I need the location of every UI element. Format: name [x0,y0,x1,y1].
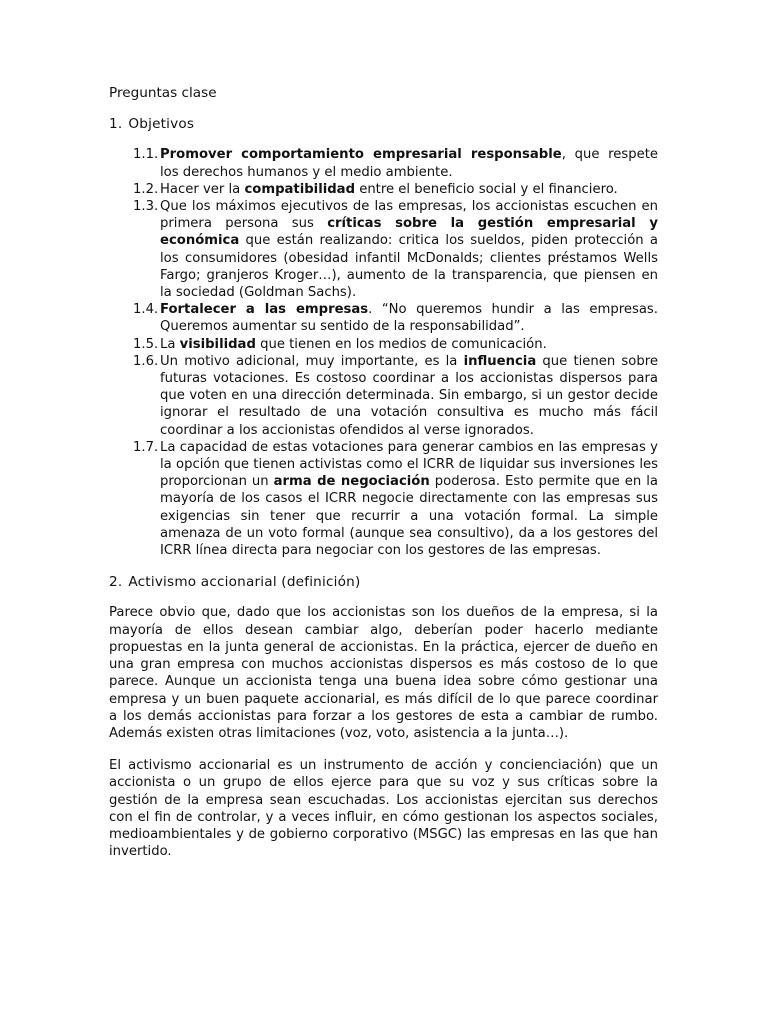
item-text: que tienen sobre futuras votaciones. Es costoso coordinar a los accionistas dispersos para que voten en una dirección determinada. Sin embargo, si un gestor decide ignorar el resultado de una votación consultiva es mucho más fácil coordinar a los accionistas ofendidos al verse ignorados. [160,353,658,438]
item-bold-text: Promover comportamiento empresarial responsable [160,147,562,163]
item-text: poderosa. Esto permite que en la mayoría de los casos el ICRR negocie directamente con las empresas sus exigencias sin tener que recurrir a una votación formal. La simple amenaza de un voto formal (aunque sea consultivo), da a los gestores del ICRR línea directa para negociar con los gestores de las empresas. [160,474,659,559]
item-text-pre: Hacer ver la [160,181,245,197]
item-text: . “No queremos hundir a las empresas. Queremos aumentar su sentido de la responsabilidad”. [160,302,658,335]
item-bold-text: visibilidad [179,336,256,352]
section-title: Activismo accionarial (definición) [128,574,361,591]
item-number: 1.6. [133,353,159,369]
list-item [109,439,658,559]
paragraph: Parece obvio que, dado que los accionistas son los dueños de la empresa, si la mayoría de ellos desean cambiar algo, deberían poder hacerlo mediante propuestas en la junta general de accionistas. En la práctica, ejercer de dueño en una gran empresa con muchos accionistas dispersos es más costoso de lo que parece. Aunque un accionista tenga una buena idea sobre cómo gestionar una empresa y un buen paquete accionarial, es más difícil de lo que parece coordinar a los demás accionistas para forzar a los gestores de esta a cambiar de rumbo. Además existen otras limitaciones (voz, voto, asistencia a la junta…). [109,605,658,741]
item-bold-text: influencia [463,353,537,369]
item-text: que están realizando: critica los sueldos, piden protección a los consumidores (obesidad infantil McDonalds; clientes préstamos Wells Fargo; granjeros Kroger…), aumento de la transparencia, que piensen en la sociedad (Goldman Sachs). [160,233,658,301]
item-bold-text: Fortalecer a las empresas [160,302,369,318]
item-text: , que respete los derechos humanos y el medio ambiente. [160,147,659,180]
paragraph: El activismo accionarial es un instrumento de acción y concienciación) que un accionista o un grupo de ellos ejerce para que su voz y sus críticas sobre la gestión de la empresa sean escuchadas. Los accionistas ejercitan sus derechos con el fin de controlar, y a veces influir, en cómo gestionan los aspectos sociales, medioambientales y de gobierno corporativo (MSGC) las empresas en las que han invertido. [109,758,658,860]
objectives-list [109,146,658,559]
item-number: 1.3. [133,199,159,215]
list-item [109,301,658,335]
item-text-pre: Un motivo adicional, muy importante, es la [160,353,464,369]
list-item [109,146,658,180]
document-page [109,85,658,875]
section-number: 1. [109,116,123,133]
section-number: 2. [109,574,123,591]
item-number: 1.7. [133,439,159,455]
item-number: 1.2. [133,181,159,197]
list-item [109,353,658,439]
item-text-pre: La [160,336,180,352]
item-number: 1.4. [133,302,159,318]
list-item [109,198,658,301]
section-title: Objetivos [128,116,195,133]
item-bold-text: arma de negociación [273,474,430,490]
item-text-pre: La capacidad de estas votaciones para generar cambios en las empresas y la opción que tienen activistas como el ICRR de liquidar sus inversiones les proporcionan un [160,439,658,490]
section-heading-objetivos [109,116,658,133]
item-text: entre el beneficio social y el financiero. [355,181,618,197]
item-text-pre: Que los máximos ejecutivos de las empresas, los accionistas escuchen en primera persona sus [160,199,658,232]
item-text: que tienen en los medios de comunicación. [255,336,547,352]
item-bold-text: compatibilidad [244,181,356,197]
list-item [109,181,658,198]
item-number: 1.1. [133,147,159,163]
item-bold-text: críticas sobre la gestión empresarial y económica [160,216,658,249]
list-item [109,336,658,353]
page-title: Preguntas clase [109,85,217,101]
item-number: 1.5. [133,336,159,352]
section-heading-activismo [109,574,658,591]
